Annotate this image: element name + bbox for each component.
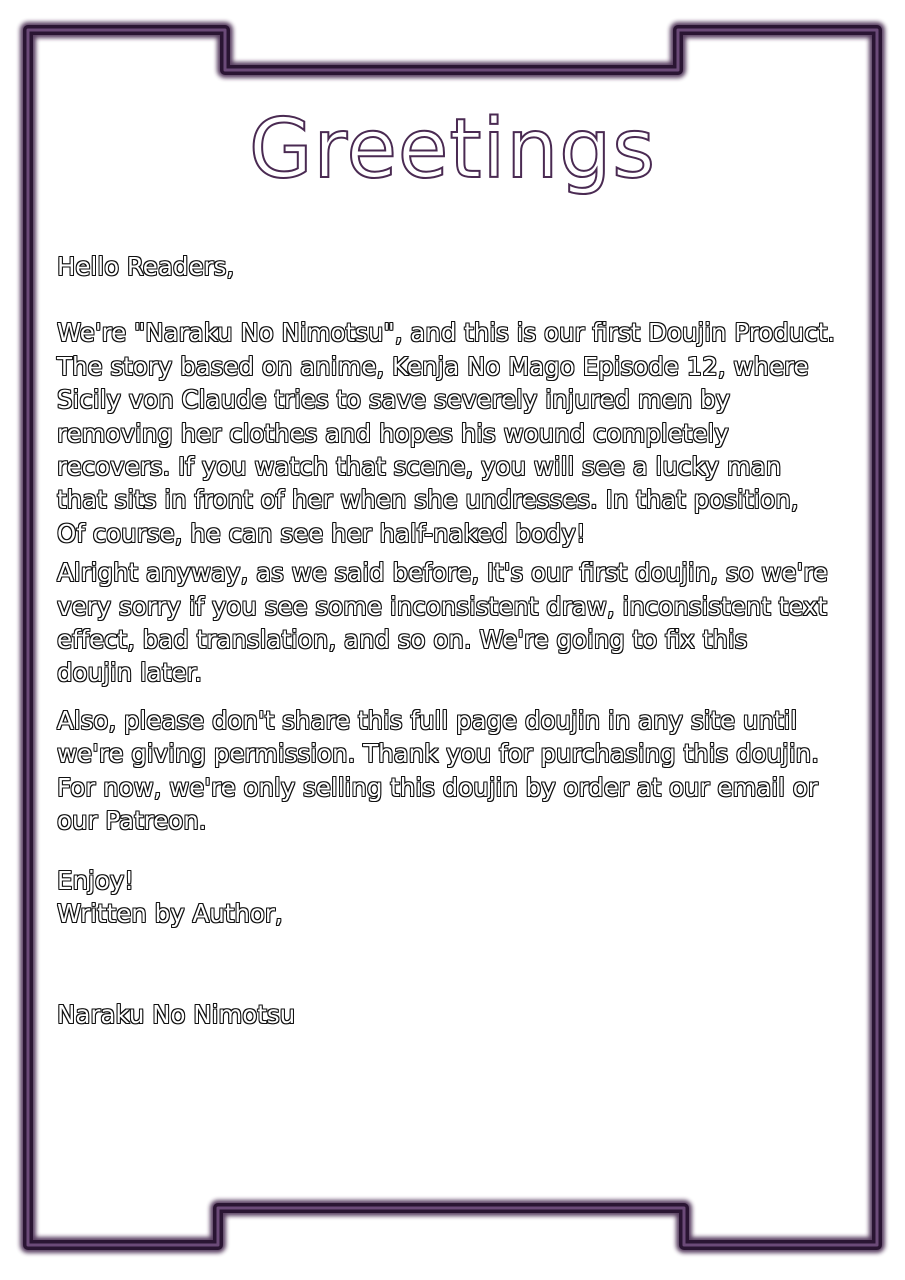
- letter-closing-author: Written by Author,: [57, 898, 283, 928]
- letter-paragraph-2: Alright anyway, as we said before, It's our first doujin, so we're very sorry if you see some inconsistent draw, inconsistent text effect, bad translation, and so on. We're going to fix this doujin later.: [57, 558, 828, 688]
- page-title: Greetings: [248, 102, 657, 197]
- letter-paragraph-1: We're "Naraku No Nimotsu", and this is our first Doujin Product. The story based on anime, Kenja No Mago Episode 12, where Sicily von Claude tries to save severely injured men by removing her clothes and hopes his wound completely recovers. If you watch that scene, you will see a lucky man that sits in front of her when she undresses. In that position, Of course, he can see her half-naked body!: [57, 318, 836, 548]
- letter-body: [57, 250, 877, 1032]
- letter-paragraph-3: Also, please don't share this full page doujin in any site until we're giving permission. Thank you for purchasing this doujin. For now, we're only selling this doujin by order at our email or our Patreon.: [57, 705, 819, 836]
- letter-greeting: Hello Readers,: [57, 252, 235, 281]
- letter-signature: Naraku No Nimotsu: [57, 1000, 296, 1030]
- letter-closing-enjoy: Enjoy!: [57, 865, 135, 895]
